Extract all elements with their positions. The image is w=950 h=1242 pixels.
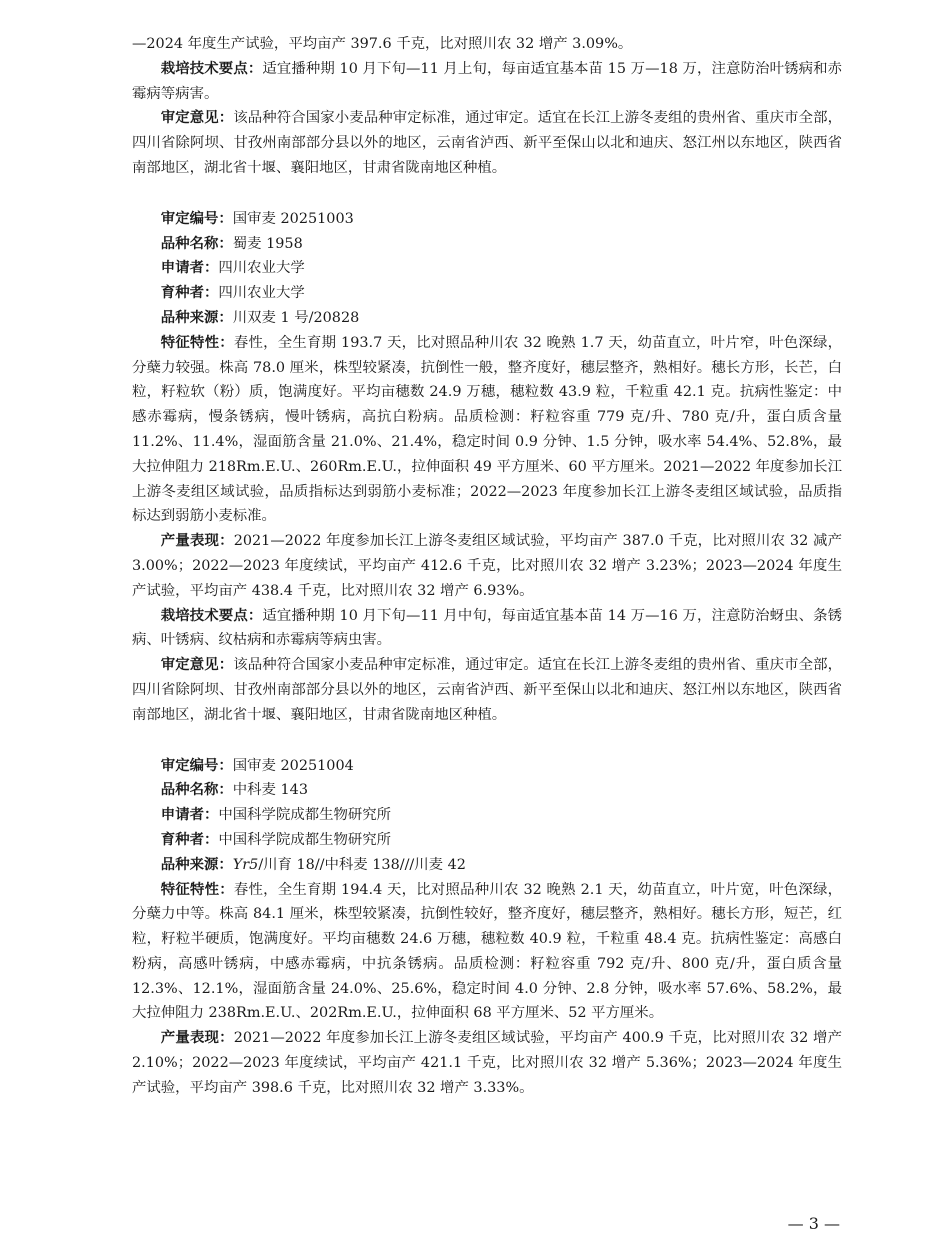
approval-number-label: 审定编号： <box>160 757 233 774</box>
variety-name-value: 中科麦 143 <box>232 782 308 799</box>
variety-source-gene: Yr5 <box>232 856 259 873</box>
variety-source-label: 品种来源： <box>160 856 233 873</box>
applicant-value: 四川农业大学 <box>218 260 305 277</box>
document-body <box>132 32 842 1101</box>
traits-paragraph <box>132 878 842 1027</box>
page-number: — 3 — <box>787 1214 840 1233</box>
section-gap <box>132 728 842 754</box>
yield-text: 2021—2022 年度参加长江上游冬麦组区域试验，平均亩产 400.9 千克，比对照川农 32 增产 2.10%；2022—2023 年度续试，平均亩产 421.1 千克，比对照川农 32 增产 5.36%；2023—2024 年度生产试验，平均亩产 398.6 千克，比对照川农 32 增产 3.33%。 <box>132 1030 842 1096</box>
applicant <box>132 803 842 828</box>
cultivation-label: 栽培技术要点： <box>160 607 263 624</box>
variety-source-value: /川育 18//中科麦 138///川麦 42 <box>258 856 466 873</box>
approval-number-value: 国审麦 20251004 <box>232 757 354 774</box>
approval-number <box>132 207 842 232</box>
approval-number-value: 国审麦 20251003 <box>232 210 354 227</box>
breeder-label: 育种者： <box>160 831 219 848</box>
continuation-text: —2024 年度生产试验，平均亩产 397.6 千克，比对照川农 32 增产 3.09%。 <box>132 36 633 52</box>
variety-entry-1 <box>132 207 842 728</box>
yield-label: 产量表现： <box>160 533 234 550</box>
cultivation-text: 适宜播种期 10 月下旬—11 月上旬，每亩适宜基本苗 15 万—18 万，注意防治叶锈病和赤霉病等病害。 <box>132 60 842 102</box>
breeder <box>132 828 842 853</box>
variety-name <box>132 232 842 257</box>
variety-source <box>132 853 842 878</box>
variety-source <box>132 306 842 331</box>
breeder-value: 四川农业大学 <box>218 285 305 302</box>
yield-paragraph <box>132 1026 842 1100</box>
opinion-paragraph <box>132 653 842 727</box>
approval-number-label: 审定编号： <box>160 210 233 227</box>
traits-label: 特征特性： <box>160 881 234 898</box>
yield-label: 产量表现： <box>160 1030 234 1047</box>
variety-name-label: 品种名称： <box>160 782 233 799</box>
traits-paragraph <box>132 331 842 529</box>
cultivation-paragraph <box>132 604 842 654</box>
traits-label: 特征特性： <box>160 334 234 351</box>
traits-text: 春性，全生育期 193.7 天，比对照品种川农 32 晚熟 1.7 天，幼苗直立，叶片窄，叶色深绿，分蘖力较强。株高 78.0 厘米，株型较紧凑，抗倒性一般，整齐度好，穗层整齐，熟相好。穗长方形，长芒，白粒，籽粒软（粉）质，饱满度好。平均亩穗数 24.9 万穗，穗粒数 43.9 粒，千粒重 42.1 克。抗病性鉴定：中感赤霉病，慢条锈病，慢叶锈病，高抗白粉病。品质检测：籽粒容重 779 克/升、780 克/升，蛋白质含量 11.2%、11.4%，湿面筋含量 21.0%、21.4%，稳定时间 0.9 分钟、1.5 分钟，吸水率 54.4%、52.8%，最大拉伸阻力 218Rm.E.U.、260Rm.E.U.，拉伸面积 49 平方厘米、60 平方厘米。2021—2022 年度参加长江上游冬麦组区域试验，品质指标达到弱筋小麦标准；2022—2023 年度参加长江上游冬麦组区域试验，品质指标达到弱筋小麦标准。 <box>132 334 842 525</box>
applicant-label: 申请者： <box>160 260 219 277</box>
cultivation-text: 适宜播种期 10 月下旬—11 月中旬，每亩适宜基本苗 14 万—16 万，注意防治蚜虫、条锈病、叶锈病、纹枯病和赤霉病等病虫害。 <box>132 607 842 649</box>
variety-name-value: 蜀麦 1958 <box>232 235 303 252</box>
opinion-label: 审定意见： <box>160 110 234 127</box>
traits-text: 春性，全生育期 194.4 天，比对照品种川农 32 晚熟 2.1 天，幼苗直立，叶片宽，叶色深绿，分蘖力中等。株高 84.1 厘米，株型较紧凑，抗倒性较好，整齐度好，穗层整齐，熟相好。穗长方形，短芒，红粒，籽粒半硬质，饱满度好。平均亩穗数 24.6 万穗，穗粒数 40.9 粒，千粒重 48.4 克。抗病性鉴定：高感白粉病，高感叶锈病，中感赤霉病，中抗条锈病。品质检测：籽粒容重 792 克/升、800 克/升，蛋白质含量 12.3%、12.1%，湿面筋含量 24.0%、25.6%，稳定时间 4.0 分钟、2.8 分钟，吸水率 57.6%、58.2%，最大拉伸阻力 238Rm.E.U.、202Rm.E.U.，拉伸面积 68 平方厘米、52 平方厘米。 <box>132 881 842 1022</box>
opinion-label: 审定意见： <box>160 657 234 674</box>
applicant <box>132 256 842 281</box>
breeder <box>132 281 842 306</box>
section-gap <box>132 181 842 207</box>
variety-name-label: 品种名称： <box>160 235 233 252</box>
variety-name <box>132 778 842 803</box>
yield-paragraph <box>132 529 842 603</box>
opinion-text: 该品种符合国家小麦品种审定标准，通过审定。适宜在长江上游冬麦组的贵州省、重庆市全部，四川省除阿坝、甘孜州南部部分县以外的地区，云南省泸西、新平至保山以北和迪庆、怒江州以东地区，陕西省南部地区，湖北省十堰、襄阳地区，甘肃省陇南地区种植。 <box>132 657 842 723</box>
variety-source-label: 品种来源： <box>160 309 233 326</box>
approval-number <box>132 754 842 779</box>
opinion-paragraph <box>132 106 842 180</box>
yield-text: 2021—2022 年度参加长江上游冬麦组区域试验，平均亩产 387.0 千克，比对照川农 32 减产 3.00%；2022—2023 年度续试，平均亩产 412.6 千克，比对照川农 32 增产 3.23%；2023—2024 年度生产试验，平均亩产 438.4 千克，比对照川农 32 增产 6.93%。 <box>132 533 842 599</box>
breeder-value: 中国科学院成都生物研究所 <box>218 831 392 848</box>
applicant-value: 中国科学院成都生物研究所 <box>218 807 392 824</box>
breeder-label: 育种者： <box>160 285 219 302</box>
cultivation-label: 栽培技术要点： <box>160 60 263 77</box>
cultivation-paragraph <box>132 57 842 107</box>
opinion-text: 该品种符合国家小麦品种审定标准，通过审定。适宜在长江上游冬麦组的贵州省、重庆市全部，四川省除阿坝、甘孜州南部部分县以外的地区，云南省泸西、新平至保山以北和迪庆、怒江州以东地区，陕西省南部地区，湖北省十堰、襄阳地区，甘肃省陇南地区种植。 <box>132 110 842 176</box>
applicant-label: 申请者： <box>160 807 219 824</box>
variety-source-value: 川双麦 1 号/20828 <box>232 309 360 326</box>
variety-entry-2 <box>132 754 842 1101</box>
